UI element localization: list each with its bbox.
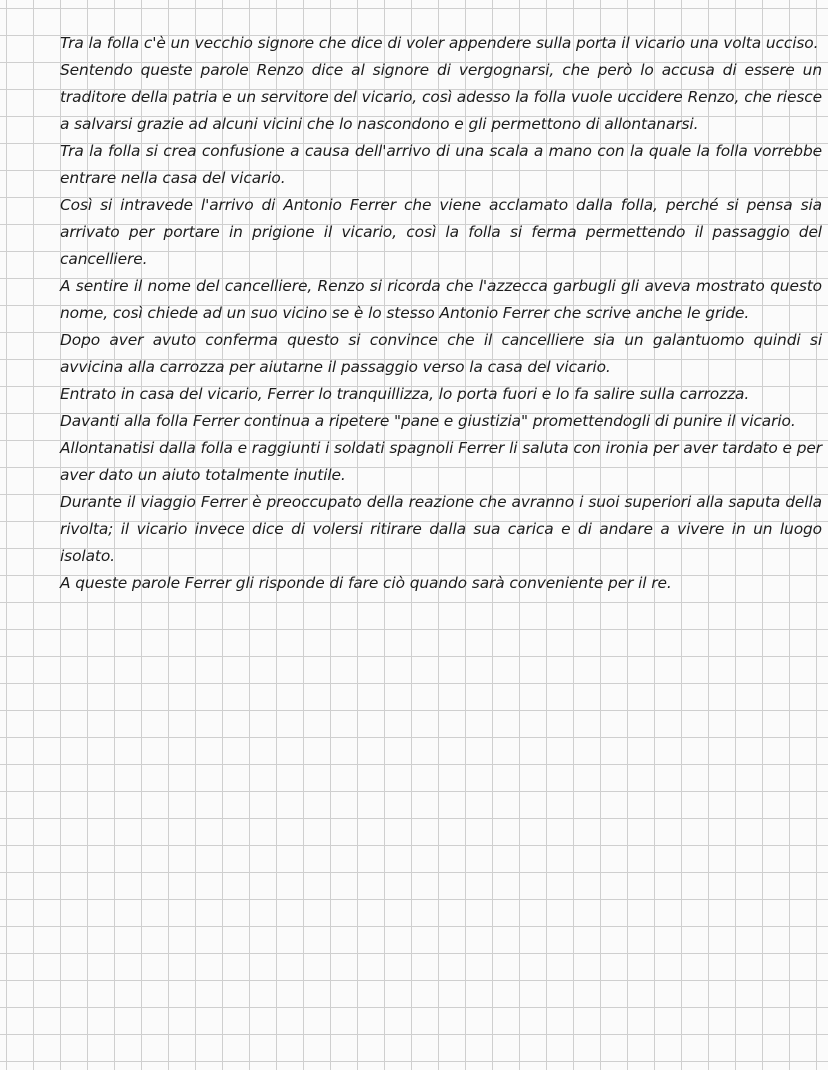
paragraph-3: Tra la folla si crea confusione a causa dell'arrivo di una scala a mano con la quale la folla vorrebbe entrare nella casa del vicario. <box>60 142 822 187</box>
paragraph-10: Durante il viaggio Ferrer è preoccupato della reazione che avranno i suoi superiori alla saputa della rivolta; il vicario invece dice di volersi ritirare dalla sua carica e di andare a vivere in un luogo isolato. <box>60 493 822 565</box>
paragraph-4: Così si intravede l'arrivo di Antonio Ferrer che viene acclamato dalla folla, perché si pensa sia arrivato per portare in prigione il vicario, così la folla si ferma permettendo il passaggio del cancelliere. <box>60 196 822 268</box>
paragraph-7: Entrato in casa del vicario, Ferrer lo tranquillizza, lo porta fuori e lo fa salire sulla carrozza. <box>60 385 750 403</box>
paragraph-9: Allontanatisi dalla folla e raggiunti i soldati spagnoli Ferrer li saluta con ironia per aver tardato e per aver dato un aiuto totalmente inutile. <box>60 439 822 484</box>
paragraph-11: A queste parole Ferrer gli risponde di fare ciò quando sarà conveniente per il re. <box>60 574 672 592</box>
paragraph-6: Dopo aver avuto conferma questo si convince che il cancelliere sia un galantuomo quindi si avvicina alla carrozza per aiutarne il passaggio verso la casa del vicario. <box>60 331 822 376</box>
handwritten-text <box>60 30 822 597</box>
paragraph-2: Sentendo queste parole Renzo dice al signore di vergognarsi, che però lo accusa di essere un traditore della patria e un servitore del vicario, così adesso la folla vuole uccidere Renzo, che riesce a salvarsi grazie ad alcuni vicini che lo nascondono e gli permettono di allontanarsi. <box>60 61 822 133</box>
paragraph-1: Tra la folla c'è un vecchio signore che dice di voler appendere sulla porta il vicario una volta ucciso. <box>60 34 819 52</box>
paragraph-5: A sentire il nome del cancelliere, Renzo si ricorda che l'azzecca garbugli gli aveva mostrato questo nome, così chiede ad un suo vicino se è lo stesso Antonio Ferrer che scrive anche le gride. <box>60 277 822 322</box>
paragraph-8: Davanti alla folla Ferrer continua a ripetere "pane e giustizia" promettendogli di punire il vicario. <box>60 412 796 430</box>
